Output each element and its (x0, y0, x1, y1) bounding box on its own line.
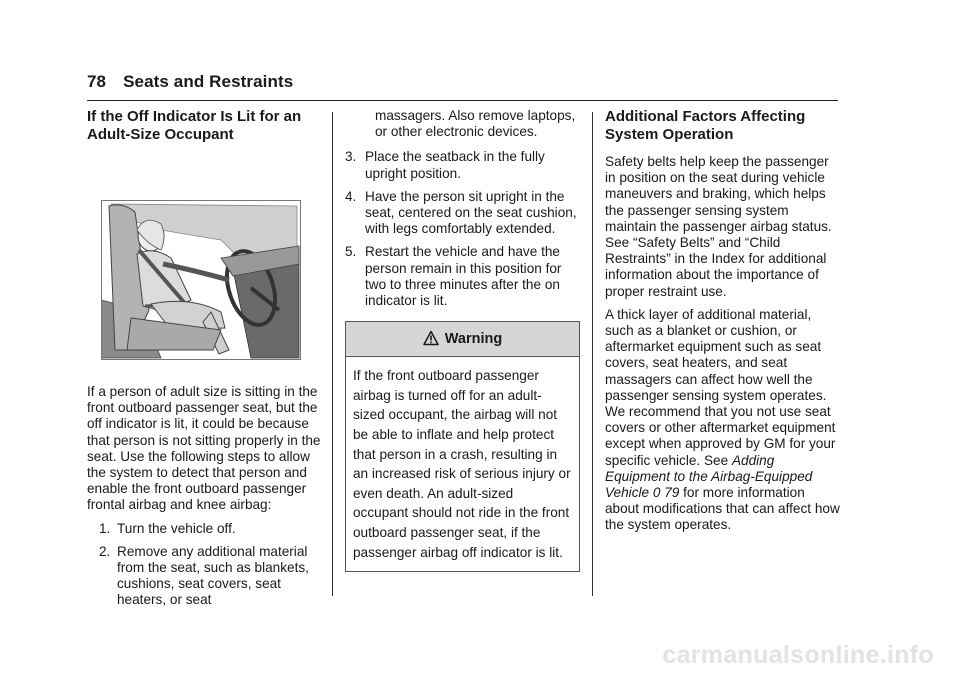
list-item (345, 189, 580, 238)
step-text: Remove any additional material from the seat, such as blankets, cushions, seat covers, seat heaters, or seat (117, 543, 309, 608)
step-number: 1. (99, 520, 111, 536)
watermark: carmanualsonline.info (662, 641, 934, 669)
step-text: Place the seatback in the fully upright position. (365, 149, 545, 181)
column-left (87, 108, 322, 616)
warning-text: If the front outboard passenger airbag is turned off for an adult-sized occupant, the airbag will not be able to inflate and help protect that person in a crash, resulting in an increased risk of serious injury or even death. An adult-sized occupant should not ride in the front outboard passenger seat, if the passenger airbag off indicator is lit. (353, 368, 571, 560)
page-number: 78 (87, 72, 107, 91)
section-heading: Additional Factors Affecting System Operation (605, 108, 806, 143)
page-header (87, 72, 838, 101)
section-title: Seats and Restraints (123, 72, 294, 91)
column-divider (592, 112, 593, 596)
paragraph-text: for more information about modifications that can affect how the system operates. (605, 485, 840, 533)
step-number: 3. (345, 149, 357, 165)
seated-occupant-illustration (101, 200, 301, 360)
body-paragraph: Safety belts help keep the passenger in position on the seat during vehicle maneuvers and braking, which helps the passenger sensing system maintain the passenger airbag status. See “Safety Belts” and “Child Restraints” in the Index for additional information about the importance of proper restraint use. (605, 154, 832, 299)
page-ref-symbol: 0 (652, 485, 661, 501)
cross-reference-title: Adding Equipment to the Airbag-Equipped Vehicle (605, 452, 813, 501)
step-text: Have the person sit upright in the seat, centered on the seat cushion, with legs comfortably extended. (365, 188, 577, 237)
step-number: 5. (345, 244, 357, 260)
section-heading: If the Off Indicator Is Lit for an Adult-Size Occupant (87, 108, 302, 143)
step-number: 4. (345, 188, 357, 204)
page-ref-number: 79 (664, 485, 680, 501)
warning-box (345, 321, 580, 572)
list-item (87, 544, 322, 609)
column-middle (345, 108, 580, 572)
warning-header (346, 322, 579, 357)
intro-paragraph: If a person of adult size is sitting in the front outboard passenger seat, but the off indicator is lit, it could be because that person is not sitting properly in the seat. Use the following steps to allow the system to detect that person and enable the front outboard passenger frontal airbag and knee airbag: (87, 384, 321, 513)
step-text: Turn the vehicle off. (117, 520, 236, 536)
step-text: Restart the vehicle and have the person remain in this position for two to three minutes after the on indicator is lit. (365, 244, 562, 309)
step-number: 2. (99, 543, 111, 559)
warning-triangle-icon (423, 330, 439, 346)
step-continuation: massagers. Also remove laptops, or other electronic devices. (375, 108, 576, 140)
column-divider (332, 112, 333, 596)
body-paragraph (605, 307, 840, 534)
column-right (605, 108, 840, 541)
list-item (87, 521, 322, 537)
list-item (345, 244, 580, 309)
warning-title: Warning (444, 331, 503, 348)
paragraph-text: A thick layer of additional material, such as a blanket or cushion, or aftermarket equipment such as seat covers, seat heaters, and seat massagers can affect how well the passenger sensing system operates. We recommend that you not use seat covers or other aftermarket equipment except when approved by GM for your specific vehicle. See (605, 306, 836, 468)
list-item (345, 149, 580, 181)
